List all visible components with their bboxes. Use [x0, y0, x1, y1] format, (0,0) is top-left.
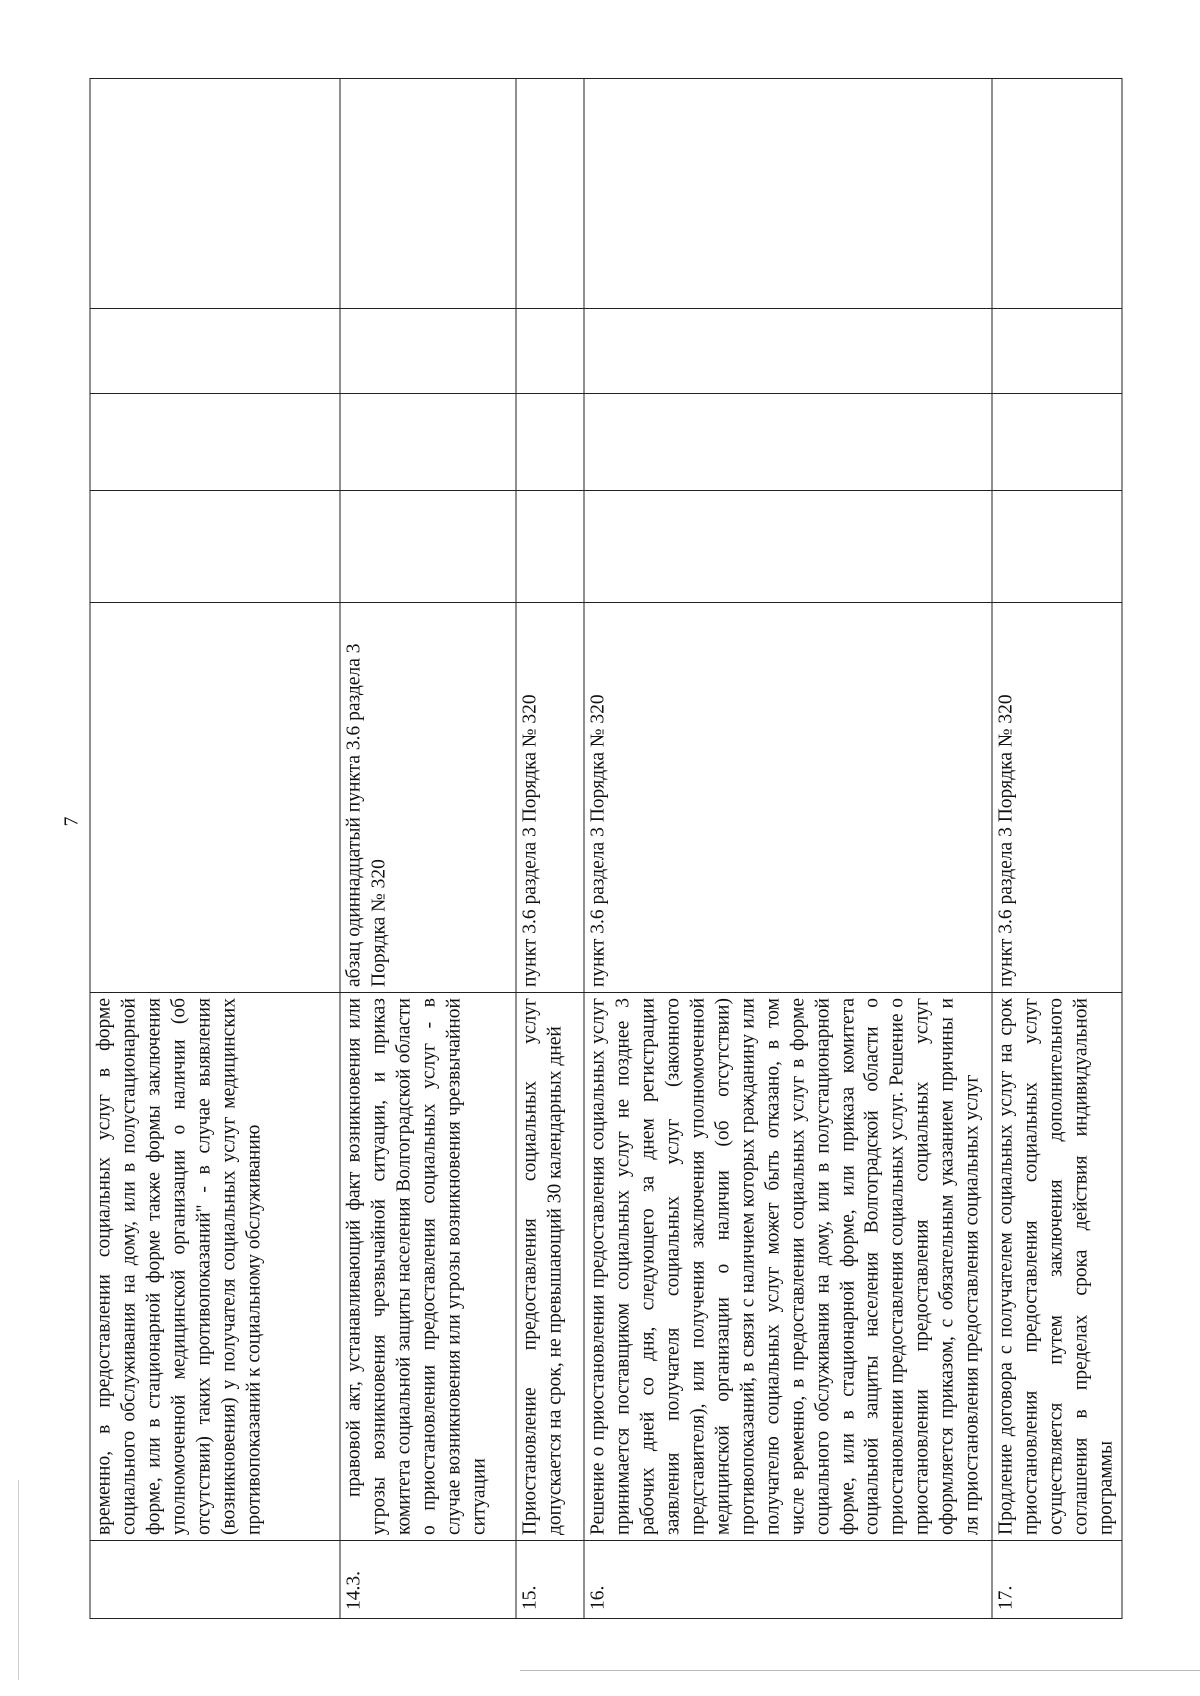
row-number: 15.: [516, 1541, 584, 1619]
empty-cell: [516, 79, 584, 309]
row-reference: абзац одиннадцатый пункта 3.6 раздела 3 Порядка № 320: [340, 603, 516, 993]
empty-cell: [584, 491, 992, 603]
empty-cell: [340, 394, 516, 491]
row-number: 17.: [992, 1541, 1122, 1619]
row-number: 14.3.: [340, 1541, 516, 1619]
empty-cell: [992, 79, 1122, 309]
row-number: 16.: [584, 1541, 992, 1619]
empty-cell: [992, 491, 1122, 603]
empty-cell: [90, 394, 340, 491]
table-row: [992, 79, 1122, 1619]
row-text-indented: правовой акт, устанавливающий факт возникновения или угрозы возникновения чрезвычайной ситуации, и приказ комитета социальной защиты населения Волгоградской области о приостановлении предоставления социальных услуг - в случае возникновения или угрозы возникновения чрезвычайной ситуации: [343, 998, 490, 1535]
page-number: 7: [60, 816, 83, 827]
row-text: Решение о приостановлении предоставления социальных услуг принимается поставщиком социальных услуг не позднее 3 рабочих дней со дня, следующего за днем регистрации заявления получателя социальных услуг (законного представителя), или получения заключения уполномоченной медицинской организации о наличии (об отсутствии) противопоказаний, в связи с наличием которых гражданину или получателю социальных услуг может быть отказано, в том числе временно, в предоставлении социальных услуг в форме социального обслуживания на дому, или в полустационарной форме, или в стационарной форме, или приказа комитета социальной защиты населения Волгоградской области о приостановлении предоставления социальных услуг. Решение о приостановлении предоставления социальных услуг оформляется приказом, с обязательным указанием причины и ля приостановления предоставления социальных услуг: [584, 993, 992, 1541]
empty-cell: [584, 309, 992, 394]
empty-cell: [992, 309, 1122, 394]
empty-cell: [584, 79, 992, 309]
empty-cell: [90, 79, 340, 309]
scan-edge-line: [520, 1670, 1200, 1671]
row-text: Приостановление предоставления социальных услуг допускается на срок, не превышающий 30 календарных дней: [516, 993, 584, 1541]
empty-cell: [90, 309, 340, 394]
empty-cell: [340, 309, 516, 394]
table-row: [340, 79, 516, 1619]
row-reference: пункт 3.6 раздела 3 Порядка № 320: [516, 603, 584, 993]
empty-cell: [516, 309, 584, 394]
row-text: [340, 993, 516, 1541]
row-number: [90, 1541, 340, 1619]
empty-cell: [90, 491, 340, 603]
table-row: [90, 79, 340, 1619]
empty-cell: [516, 394, 584, 491]
empty-cell: [992, 394, 1122, 491]
row-text: временно, в предоставлении социальных услуг в форме социального обслуживания на дому, или в полустационарной форме, или в стационарной форме также формы заключения уполномоченной медицинской организации о наличии (об отсутствии) таких противопоказаний" - в случае выявления (возникновения) у получателя социальных услуг медицинских противопоказаний к социальному обслуживанию: [90, 993, 340, 1541]
empty-cell: [516, 491, 584, 603]
row-text: Продление договора с получателем социальных услуг на срок приостановления предоставления социальных услуг осуществляется путем заключения дополнительного соглашения в пределах срока действия индивидуальной программы: [992, 993, 1122, 1541]
table-row: [584, 79, 992, 1619]
empty-cell: [584, 394, 992, 491]
empty-cell: [340, 79, 516, 309]
table-row: [516, 79, 584, 1619]
scan-margin-line: [18, 1480, 19, 1680]
row-reference: пункт 3.6 раздела 3 Порядка № 320: [992, 603, 1122, 993]
row-reference: [90, 603, 340, 993]
row-reference: пункт 3.6 раздела 3 Порядка № 320: [584, 603, 992, 993]
empty-cell: [340, 491, 516, 603]
regulation-table: [90, 79, 1117, 1619]
